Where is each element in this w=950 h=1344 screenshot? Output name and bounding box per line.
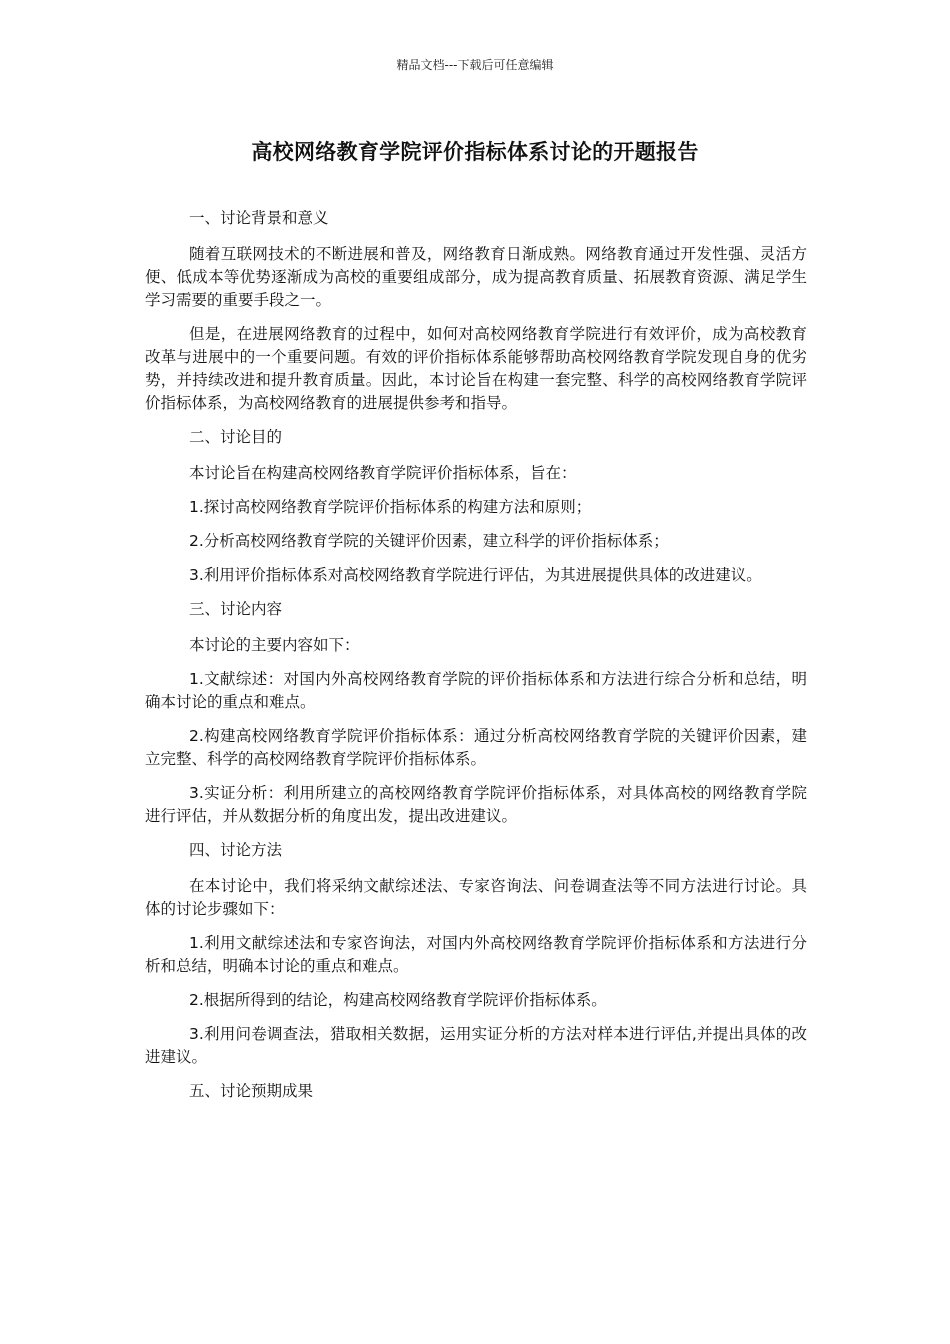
section-heading: 四、讨论方法 xyxy=(189,841,283,859)
list-item: 2.构建高校网络教育学院评价指标体系：通过分析高校网络教育学院的关键评价因素，建立完整、科学的高校网络教育学院评价指标体系。 xyxy=(145,727,807,768)
list-item: 1.探讨高校网络教育学院评价指标体系的构建方法和原则； xyxy=(189,498,592,516)
list-item: 3.利用评价指标体系对高校网络教育学院进行评估，为其进展提供具体的改进建议。 xyxy=(189,566,762,584)
list-item: 1.文献综述：对国内外高校网络教育学院的评价指标体系和方法进行综合分析和总结，明确本讨论的重点和难点。 xyxy=(145,670,807,711)
paragraph: 本讨论的主要内容如下： xyxy=(189,636,360,654)
list-item: 1.利用文献综述法和专家咨询法，对国内外高校网络教育学院评价指标体系和方法进行分析和总结，明确本讨论的重点和难点。 xyxy=(145,934,807,975)
section-heading: 三、讨论内容 xyxy=(189,600,283,618)
section-heading: 一、讨论背景和意义 xyxy=(189,209,329,227)
section-heading: 二、讨论目的 xyxy=(189,428,283,446)
paragraph: 本讨论旨在构建高校网络教育学院评价指标体系，旨在： xyxy=(189,464,577,482)
document-title: 高校网络教育学院评价指标体系讨论的开题报告 xyxy=(251,140,699,164)
list-item: 3.实证分析：利用所建立的高校网络教育学院评价指标体系，对具体高校的网络教育学院进行评估，并从数据分析的角度出发，提出改进建议。 xyxy=(145,784,807,825)
paragraph: 在本讨论中，我们将采纳文献综述法、专家咨询法、问卷调查法等不同方法进行讨论。具体的讨论步骤如下： xyxy=(145,877,807,918)
document-body xyxy=(145,207,807,1116)
paragraph: 随着互联网技术的不断进展和普及，网络教育日渐成熟。网络教育通过开发性强、灵活方便、低成本等优势逐渐成为高校的重要组成部分，成为提高教育质量、拓展教育资源、满足学生学习需要的重要手段之一。 xyxy=(145,245,807,309)
paragraph: 但是，在进展网络教育的过程中，如何对高校网络教育学院进行有效评价，成为高校教育改革与进展中的一个重要问题。有效的评价指标体系能够帮助高校网络教育学院发现自身的优劣势，并持续改进和提升教育质量。因此，本讨论旨在构建一套完整、科学的高校网络教育学院评价指标体系，为高校网络教育的进展提供参考和指导。 xyxy=(145,325,807,412)
section-heading: 五、讨论预期成果 xyxy=(189,1082,314,1100)
list-item: 3.利用问卷调查法，猎取相关数据，运用实证分析的方法对样本进行评估,并提出具体的改进建议。 xyxy=(145,1025,807,1066)
header-note: 精品文档---下载后可任意编辑 xyxy=(396,58,554,72)
list-item: 2.根据所得到的结论，构建高校网络教育学院评价指标体系。 xyxy=(189,991,607,1009)
list-item: 2.分析高校网络教育学院的关键评价因素，建立科学的评价指标体系； xyxy=(189,532,669,550)
